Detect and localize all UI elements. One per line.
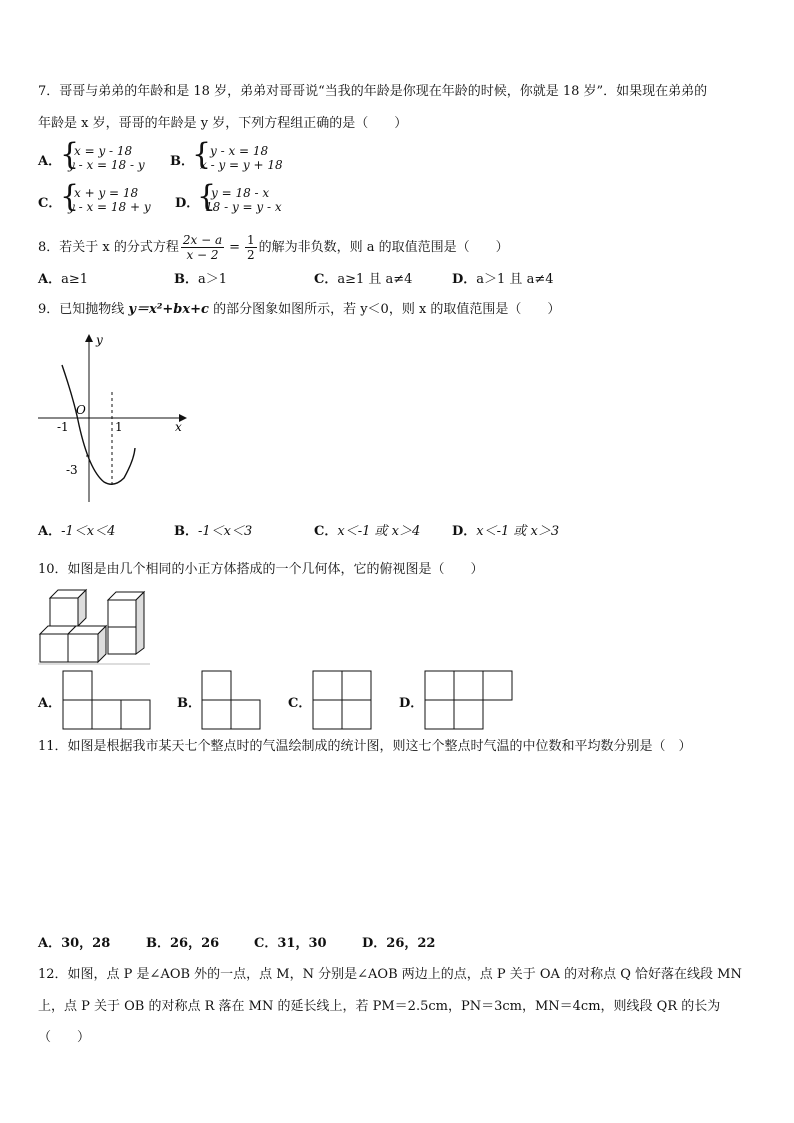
q11-option-a[interactable]: [38, 936, 110, 952]
option-label: B．: [174, 524, 198, 539]
equation-2: y - x = 18 - y: [68, 158, 145, 172]
q9-stem-post: 的部分图象如图所示，若 y＜0，则 x 的取值范围是（ ）: [208, 302, 561, 317]
equation-2: 18 - y = y - x: [205, 200, 282, 214]
option-label: A．: [38, 524, 62, 539]
origin-label: O: [76, 403, 86, 417]
option-label: A．: [38, 272, 62, 287]
x-axis-label: x: [175, 420, 182, 434]
q7-stem-line1: 7．哥哥与弟弟的年龄和是 18 岁，弟弟对哥哥说“当我的年龄是你现在年龄的时候，你就是 18 岁”．如果现在弟弟的: [38, 84, 708, 99]
option-label: A．: [38, 154, 62, 169]
option-text: a＞1: [198, 272, 228, 287]
cube-face: [40, 634, 68, 662]
option-text: -1＜x＜4: [61, 524, 116, 539]
q8-option-d[interactable]: [452, 272, 553, 288]
equation-1: y - x = 18: [210, 144, 269, 158]
option-label: D．: [399, 696, 424, 711]
q8-stem-pre: 8．若关于 x 的分式方程: [38, 239, 179, 255]
cube-face: [108, 600, 136, 627]
option-label: D．: [452, 272, 477, 287]
brace-icon: {: [60, 179, 80, 214]
q8-fraction-left: [181, 233, 224, 262]
option-label: C．: [38, 196, 62, 211]
tick-label-neg3: -3: [66, 463, 78, 477]
option-text: a≥1: [61, 272, 89, 287]
equation-1: y = 18 - x: [211, 186, 270, 200]
option-text: x＜-1 或 x＞4: [337, 524, 421, 539]
equals-sign: =: [229, 239, 241, 255]
q11-option-c[interactable]: [254, 936, 327, 952]
q12-stem-line3: （ ）: [38, 1030, 91, 1045]
y-axis-arrow-icon: [85, 334, 93, 342]
option-label: B．: [174, 272, 198, 287]
fraction-numerator: 2x − a: [182, 233, 223, 247]
option-label: A．: [38, 696, 62, 711]
option-label: B．: [146, 936, 170, 951]
q7-stem-line2: 年龄是 x 岁，哥哥的年龄是 y 岁，下列方程组正确的是（ ）: [38, 116, 408, 131]
q9-stem: [38, 302, 560, 318]
option-text: -1＜x＜3: [198, 524, 253, 539]
fraction-denominator: x − 2: [186, 248, 219, 262]
brace-icon: {: [197, 179, 217, 214]
q11-option-b[interactable]: [146, 936, 219, 952]
option-label: C．: [288, 696, 312, 711]
q11-option-d[interactable]: [362, 936, 435, 952]
q8-option-a[interactable]: [38, 272, 88, 288]
option-text: 30，28: [61, 936, 111, 951]
q8-option-c[interactable]: [314, 272, 412, 288]
q10-stem: 10．如图是由几个相同的小正方体搭成的一个几何体，它的俯视图是（ ）: [38, 562, 484, 577]
option-label: D．: [362, 936, 387, 951]
top-view-grid-b: [201, 670, 263, 730]
tick-label-1: 1: [115, 420, 123, 434]
q8-fraction-right: [245, 233, 257, 262]
q9-option-d[interactable]: [452, 524, 559, 540]
top-view-grid-d: [424, 670, 514, 730]
q9-formula: y＝x²+bx+c: [128, 302, 209, 317]
q9-stem-pre: 9．已知抛物线: [38, 302, 129, 317]
y-axis-label: y: [96, 333, 103, 347]
q8-option-b[interactable]: [174, 272, 227, 288]
cube-face: [50, 598, 78, 626]
cube-face: [108, 627, 136, 654]
fraction-denominator: 2: [247, 248, 255, 262]
brace-icon: {: [192, 137, 212, 172]
brace-icon: {: [60, 137, 80, 172]
option-label: D．: [452, 524, 477, 539]
option-label: B．: [170, 154, 194, 169]
option-text: 31，30: [277, 936, 327, 951]
equation-1: x + y = 18: [74, 186, 139, 200]
equation-2: x - y = y + 18: [200, 158, 283, 172]
q12-stem-line2: 上，点 P 关于 OB 的对称点 R 落在 MN 的延长线上，若 PM＝2.5cm，PN＝3cm，MN＝4cm，则线段 QR 的长为: [38, 999, 721, 1014]
q9-option-c[interactable]: [314, 524, 420, 540]
q9-option-a[interactable]: [38, 524, 115, 540]
top-view-grid-a: [62, 670, 152, 730]
option-label: C．: [254, 936, 278, 951]
top-view-grid-c: [312, 670, 374, 730]
option-text: x＜-1 或 x＞3: [476, 524, 560, 539]
fraction-numerator: 1: [247, 233, 255, 247]
q9-parabola-graph: [34, 330, 194, 506]
q11-stem: 11．如图是根据我市某天七个整点时的气温绘制成的统计图，则这七个整点时气温的中位数和平均数分别是（ ）: [38, 739, 692, 754]
q10-cube-solid: [38, 588, 153, 668]
tick-label-neg1: -1: [57, 420, 69, 434]
equation-2: y - x = 18 + y: [68, 200, 151, 214]
cube-face: [68, 634, 98, 662]
option-text: a＞1 且 a≠4: [476, 272, 554, 287]
q9-option-b[interactable]: [174, 524, 252, 540]
q11-chart-area: [38, 762, 738, 922]
option-label: D．: [175, 196, 200, 211]
cube-face: [136, 592, 144, 654]
option-label: C．: [314, 272, 338, 287]
option-text: a≥1 且 a≠4: [337, 272, 413, 287]
option-text: 26，22: [386, 936, 436, 951]
q12-stem-line1: 12．如图，点 P 是∠AOB 外的一点，点 M，N 分别是∠AOB 两边上的点，点 P 关于 OA 的对称点 Q 恰好落在线段 MN: [38, 967, 742, 982]
option-label: B．: [177, 696, 201, 711]
q8-stem: [38, 233, 509, 262]
option-label: A．: [38, 936, 62, 951]
equation-1: x = y - 18: [74, 144, 133, 158]
option-label: C．: [314, 524, 338, 539]
q8-stem-post: 的解为非负数，则 a 的取值范围是（ ）: [258, 239, 509, 255]
option-text: 26，26: [170, 936, 220, 951]
